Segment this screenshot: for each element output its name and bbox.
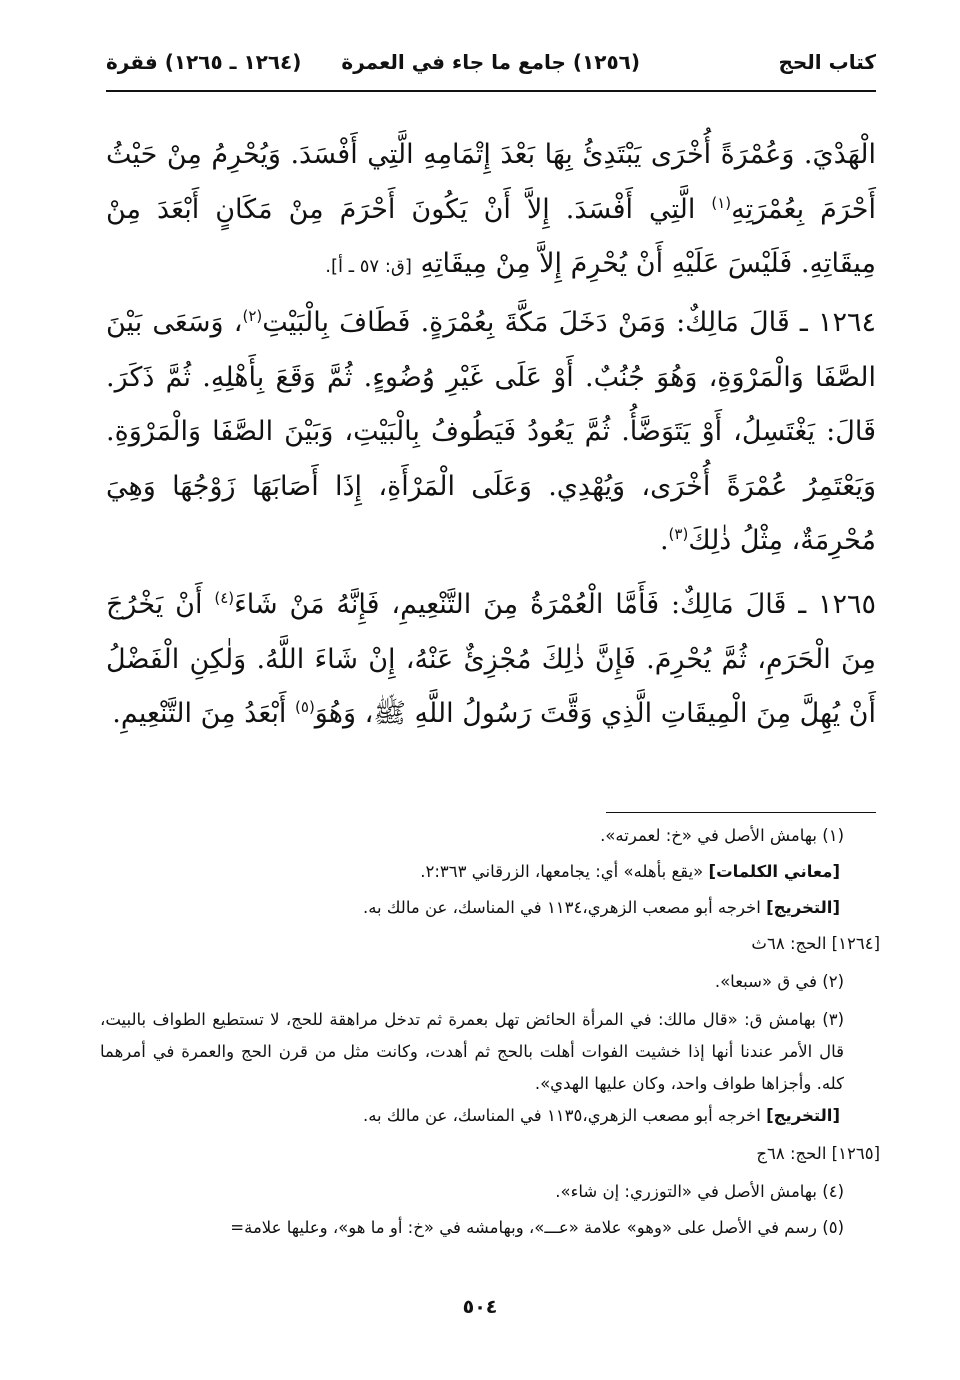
paragraph-continuation xyxy=(106,128,876,295)
header-divider xyxy=(106,90,876,92)
footnote-marker[interactable]: (٥) xyxy=(295,698,315,716)
header-book-title: كتاب الحج xyxy=(778,50,876,74)
paragraph-text: ، وَسَعَى بَيْنَ الصَّفَا وَالْمَرْوَةِ، وَهُوَ جُنُبٌ. أَوْ عَلَى غَيْرِ وُضُوءٍ. ثُمَّ وَقَعَ بِأَهْلِهِ. ثُمَّ ذَكَرَ. قَالَ: يَغْتَسِلُ، أَوْ يَتَوَضَّأُ. ثُمَّ يَعُودُ فَيَطُوفُ بِالْبَيْتِ، وَبَيْنَ الصَّفَا وَالْمَرْوَةِ. وَيَعْتَمِرُ عُمْرَةً أُخْرَى، وَيُهْدِي. وَعَلَى الْمَرْأَةِ، إِذَا أَصَابَهَا زَوْجُهَا وَهِيَ مُحْرِمَةٌ، مِثْلُ ذٰلِكَ xyxy=(106,307,876,556)
reference-1265: [١٢٦٥] الحج: ٦٨ج xyxy=(756,1144,880,1163)
takhrij-tag: [التخريج] xyxy=(766,1106,840,1125)
footnote-2: (٢) في ق «سبعا». xyxy=(714,972,844,991)
reference-1264: [١٢٦٤] الحج: ٦٨ث xyxy=(751,934,880,953)
footnote-1: (١) بهامش الأصل في «خ: لعمرته». xyxy=(600,826,844,845)
paragraph-1264 xyxy=(106,296,876,569)
paragraph-text: . xyxy=(659,525,669,556)
paragraph-text: الْهَدْيَ. وَعُمْرَةً أُخْرَى يَبْتَدِئُ بِهَا بَعْدَ إِتْمَامِهِ الَّتِي أَفْسَدَ. وَيُحْرِمُ مِنْ حَيْثُ أَحْرَمَ بِعُمْرَتِهِ xyxy=(106,139,876,225)
footnote-marker[interactable]: (١) xyxy=(711,193,732,212)
meanings-tag: [معاني الكلمات] xyxy=(708,862,840,881)
footnote-3: (٣) بهامش ق: «قال مالك: في المرأة الحائض تهل بعمرة ثم تدخل مراهقة للحج، لا تستطيع الطواف بالبيت، قال الأمر عندنا أنها إذا خشيت الفوات أهلت بالحج ثم أهدت، وكانت مثل من قرن الحج والعمرة في أمرهما كله. وأجزاها طواف واحد، وكان عليها الهدي». xyxy=(100,1010,844,1093)
word-meanings-note xyxy=(420,862,840,881)
footnote-marker[interactable]: (٢) xyxy=(242,307,263,325)
paragraph-text: أَبْعَدُ مِنَ التَّنْعِيمِ. xyxy=(112,698,296,729)
paragraph-text: الَّتِي أَفْسَدَ. إِلاَّ أَنْ يَكُونَ أَحْرَمَ مِنْ مَكَانٍ أَبْعَدَ مِنْ مِيقَاتِهِ. فَلَيْسَ عَلَيْهِ أَنْ يُحْرِمَ إِلاَّ مِنْ مِيقَاتِهِ xyxy=(106,193,876,279)
takhrij-note-1265 xyxy=(363,1106,840,1125)
footnote-divider xyxy=(606,812,876,813)
takhrij-note-1264 xyxy=(363,898,840,917)
footnote-marker[interactable]: (٤) xyxy=(214,589,235,607)
takhrij-text: اخرجه أبو مصعب الزهري،١١٣٥ في المناسك، عن مالك به. xyxy=(362,1106,767,1125)
page-number: ٥٠٤ xyxy=(462,1296,498,1318)
meanings-text: «يقع بأهله» أي: يجامعها، الزرقاني ٢:٣٦٣. xyxy=(420,862,709,881)
footnote-marker[interactable]: (٣) xyxy=(668,525,689,543)
header-paragraph-range: (١٢٦٤ ـ ١٢٦٥) فقرة xyxy=(106,50,302,74)
takhrij-text: اخرجه أبو مصعب الزهري،١١٣٤ في المناسك، عن مالك به. xyxy=(362,898,767,917)
footnote-4: (٤) بهامش الأصل في «التوزري: إن شاء». xyxy=(555,1182,844,1201)
footnote-5: (٥) رسم في الأصل على «وهو» علامة «عـــ»، وبهامشه في «خ: أو ما هو»، وعليها علامة= xyxy=(230,1218,844,1237)
running-header xyxy=(106,44,876,84)
paragraph-text: أَنْ يَخْرُجَ مِنَ الْحَرَمِ، ثُمَّ يُحْرِمَ. فَإِنَّ ذٰلِكَ مُجْزِئٌ عَنْهُ، إِنْ شَاءَ اللَّهُ. وَلٰكِنِ الْفَضْلُ أَنْ يُهِلَّ مِنَ الْمِيقَاتِ الَّذِي وَقَّتَ رَسُولُ اللَّهِ ﷺ، وَهُوَ xyxy=(106,589,876,729)
takhrij-tag: [التخريج] xyxy=(766,898,840,917)
manuscript-citation: [ق: ٥٧ ـ أ]. xyxy=(325,256,412,277)
paragraph-1265 xyxy=(106,578,876,742)
paragraph-text: ١٢٦٥ ـ قَالَ مَالِكٌ: فَأَمَّا الْعُمْرَةُ مِنَ التَّنْعِيمِ، فَإِنَّهُ مَنْ شَاءَ xyxy=(234,589,876,620)
header-chapter-title: (١٢٥٦) جامع ما جاء في العمرة xyxy=(341,50,640,74)
paragraph-text: ١٢٦٤ ـ قَالَ مَالِكٌ: وَمَنْ دَخَلَ مَكَّةَ بِعُمْرَةٍ. فَطَافَ بِالْبَيْتِ xyxy=(262,307,876,338)
